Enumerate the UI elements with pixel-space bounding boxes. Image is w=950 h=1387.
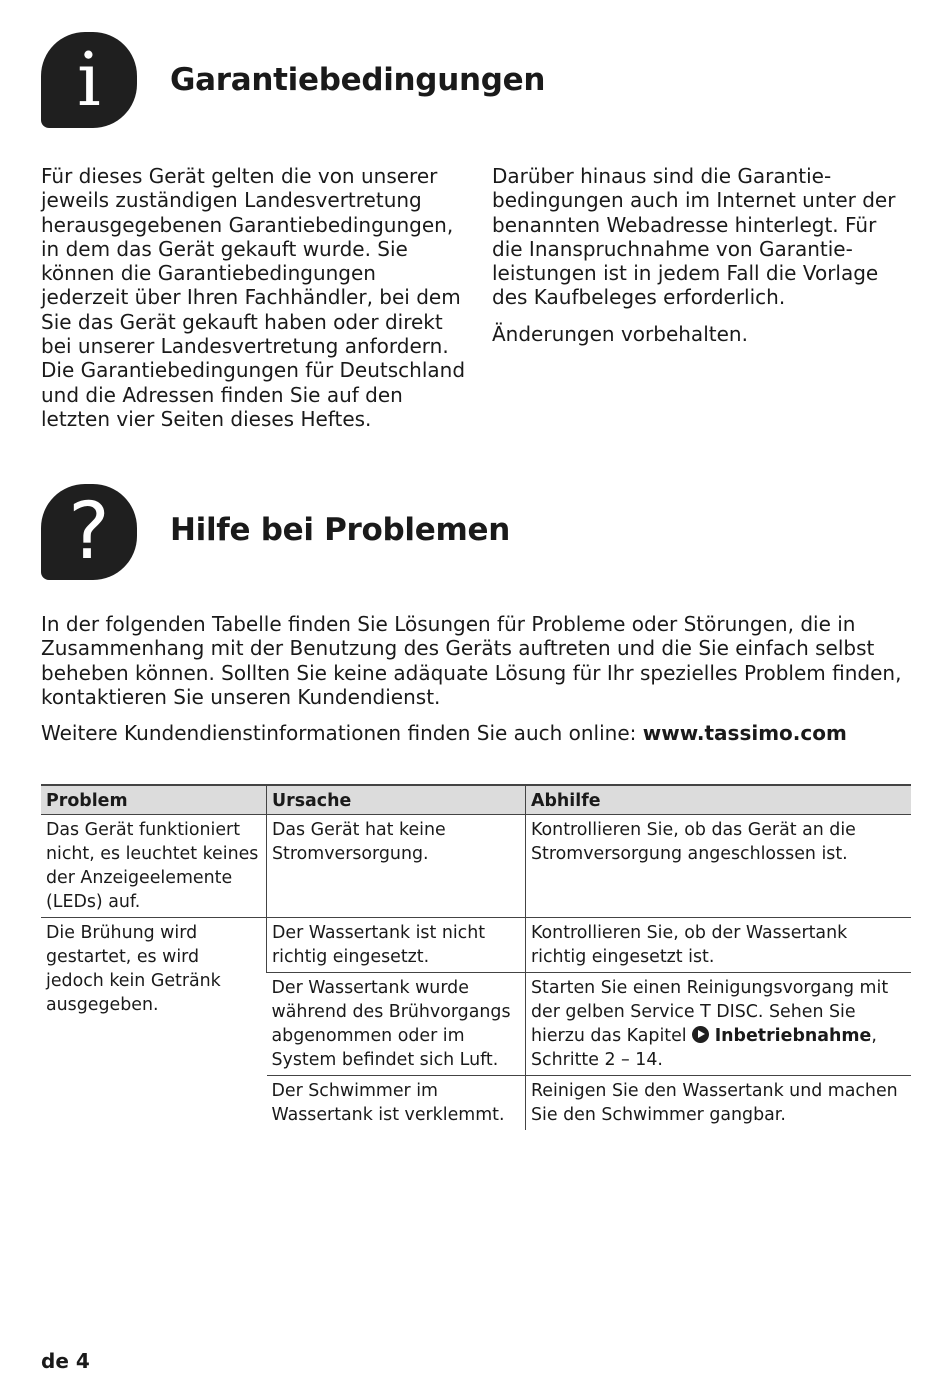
help-intro bbox=[41, 612, 921, 757]
cell-cause: Der Schwimmer im Wassertank ist verklemmt. bbox=[271, 1081, 505, 1125]
page-number: de 4 bbox=[41, 1349, 90, 1373]
table-row bbox=[41, 918, 911, 973]
header-cause: Ursache bbox=[267, 785, 526, 815]
chapter-reference: Inbetriebnahme bbox=[714, 1026, 872, 1046]
cell-cause: Der Wassertank wurde während des Brühvorgangs abgenommen oder im System befindet sich Luft. bbox=[267, 973, 526, 1076]
cell-remedy: Kontrollieren Sie, ob das Gerät an die Stromversorgung angeschlossen ist. bbox=[526, 815, 912, 918]
header-problem: Problem bbox=[41, 785, 267, 815]
cell-cause: Der Wassertank ist nicht richtig eingesetzt. bbox=[267, 918, 526, 973]
warranty-column-left bbox=[41, 164, 466, 443]
header-remedy: Abhilfe bbox=[526, 785, 912, 815]
cell-remedy bbox=[526, 973, 912, 1076]
help-intro-text: In der folgenden Tabelle finden Sie Lösungen für Probleme oder Störungen, die in Zusammenhang mit der Benutzung des Geräts auftreten und die Sie einfach selbst beheben können. Sollten Sie keine adäquate Lösung für Ihr spezielles Problem finden, kontaktieren Sie unseren Kundendienst. bbox=[41, 612, 902, 709]
remedy-text: Starten Sie einen Reinigungsvorgang mit der gelben Service T DISC. Sehen Sie hierzu das Kapitel bbox=[531, 978, 889, 1046]
cell-remedy: Kontrollieren Sie, ob der Wassertank richtig eingesetzt ist. bbox=[526, 918, 912, 973]
question-icon: ? bbox=[41, 484, 137, 580]
section-title-help: Hilfe bei Problemen bbox=[170, 512, 510, 548]
cell-problem: Das Gerät funktioniert nicht, es leuchtet keines der Anzeigeelemente (LEDs) auf. bbox=[41, 815, 267, 918]
section-title-warranty: Garantiebedingungen bbox=[170, 62, 546, 98]
troubleshooting-table bbox=[41, 784, 911, 1130]
cell-cause: Das Gerät hat keine Stromversorgung. bbox=[267, 815, 526, 918]
help-online-line bbox=[41, 721, 921, 745]
warranty-text-2: Darüber hinaus sind die Garantiebedingungen auch im Internet unter der benannten Webadresse hinterlegt. Für die Inanspruchnahme von Garantieleistungen ist in jedem Fall die Vorlage des Kaufbeleges erforderlich. bbox=[492, 164, 896, 310]
help-online-text: Weitere Kundendienstinformationen finden Sie auch online: bbox=[41, 721, 643, 746]
cell-remedy: Reinigen Sie den Wassertank und machen Sie den Schwimmer gangbar. bbox=[526, 1076, 912, 1131]
chapter-arrow-icon bbox=[692, 1026, 709, 1043]
warranty-column-right bbox=[492, 164, 902, 358]
website-link[interactable]: www.tassimo.com bbox=[642, 721, 847, 746]
warranty-text-3: Änderungen vorbehalten. bbox=[492, 321, 748, 346]
info-icon: i bbox=[41, 32, 137, 128]
remedy-text-end: , Schritte 2 – 14. bbox=[531, 1026, 877, 1070]
table-row bbox=[41, 815, 911, 918]
table-header-row bbox=[41, 785, 911, 815]
cell-problem: Die Brühung wird gestartet, es wird jedoch kein Getränk ausgegeben. bbox=[46, 923, 221, 1015]
warranty-text-1: Für dieses Gerät gelten die von unserer jeweils zuständigen Landesvertretung herausgegebenen Garantiebedingungen, in dem das Gerät gekauft wurde. Sie können die Garantiebedingungen jederzeit über Ihren Fachhändler, bei dem Sie das Gerät gekauft haben oder direkt bei unserer Landesvertretung anfordern. Die Garantiebedingungen für Deutschland und die Adressen finden Sie auf den letzten vier Seiten dieses Heftes. bbox=[41, 164, 466, 431]
